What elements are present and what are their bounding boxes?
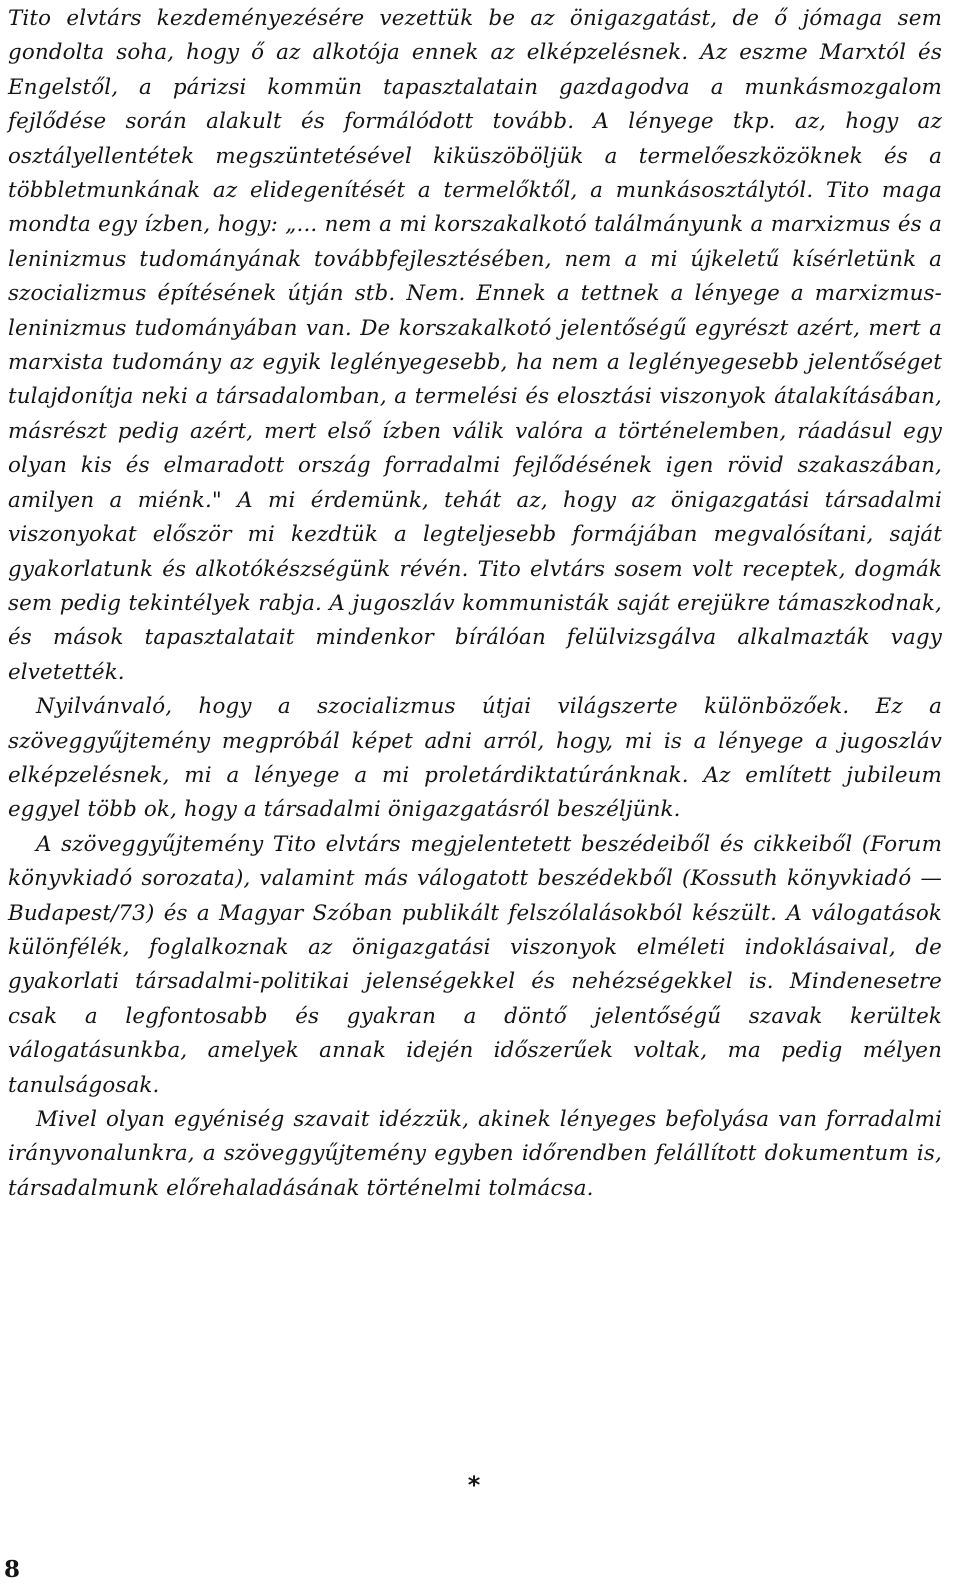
page-number: 8: [4, 1556, 21, 1583]
paragraph-3: A szöveggyűjtemény Tito elvtárs megjelentetett beszédeiből és cikkeiből (Forum könyvkiadó sorozata), valamint más válogatott beszédekből (Kossuth könyvkiadó — Budapest/73) és a Magyar Szóban publikált felszólalásokból készült. A válogatások különfélék, foglalkoznak az önigazgatási viszonyok elméleti indoklásaival, de gyakorlati társadalmi-politikai jelenségekkel és nehézségekkel is. Mindenesetre csak a legfontosabb és gyakran a döntő jelentőségű szavak kerültek válogatásunkba, amelyek annak idején időszerűek voltak, ma pedig mélyen tanulságosak.: [8, 831, 942, 1098]
body-text: [8, 2, 942, 1206]
paragraph-4: Mivel olyan egyéniség szavait idézzük, akinek lényeges befolyása van forradalmi irányvonalunkra, a szöveggyűjtemény egyben időrendben felállított dokumentum is, társadalmunk előrehaladásának történelmi tolmácsa.: [8, 1107, 942, 1201]
paragraph-1: Tito elvtárs kezdeményezésére vezettük be az önigazgatást, de ő jómaga sem gondolta soha, hogy ő az alkotója ennek az elképzelésnek. Az eszme Marxtól és Engelstől, a párizsi kommün tapasztalatain gazdagodva a munkásmozgalom fejlődése során alakult és formálódott tovább. A lényege tkp. az, hogy az osztályellentétek megszüntetésével kiküszöböljük a termelőeszközöknek és a többletmunkának az elidegenítését a termelőktől, a munkásosztálytól. Tito maga mondta egy ízben, hogy: „... nem a mi korszakalkotó találmányunk a marxizmus és a leninizmus tudományának továbbfejlesztésében, nem a mi újkeletű kísérletünk a szocializmus építésének útján stb. Nem. Ennek a tettnek a lényege a marxizmus-leninizmus tudományában van. De korszakalkotó jelentőségű egyrészt azért, mert a marxista tudomány az egyik leglényegesebb, ha nem a leglényegesebb jelentőséget tulajdonítja neki a társadalomban, a termelési és elosztási viszonyok átalakításában, másrészt pedig azért, mert első ízben válik valóra a történelemben, ráadásul egy olyan kis és elmaradott ország forradalmi fejlődésének igen rövid szakaszában, amilyen a miénk." A mi érdemünk, tehát az, hogy az önigazgatási társadalmi viszonyokat először mi kezdtük a legteljesebb formájában megvalósítani, saját gyakorlatunk és alkotókészségünk révén. Tito elvtárs sosem volt receptek, dogmák sem pedig tekintélyek rabja. A jugoszláv kommunisták saját erejükre támaszkodnak, és mások tapasztalatait mindenkor bírálóan felülvizsgálva alkalmazták vagy elvetették.: [8, 6, 942, 685]
section-separator: *: [467, 1471, 481, 1499]
paragraph-2: Nyilvánvaló, hogy a szocializmus útjai világszerte különbözőek. Ez a szöveggyűjtemény megpróbál képet adni arról, hogy, mi is a lényege a jugoszláv elképzelésnek, mi a lényege a mi proletárdiktatúránknak. Az említett jubileum eggyel több ok, hogy a társadalmi önigazgatásról beszéljünk.: [8, 694, 942, 823]
